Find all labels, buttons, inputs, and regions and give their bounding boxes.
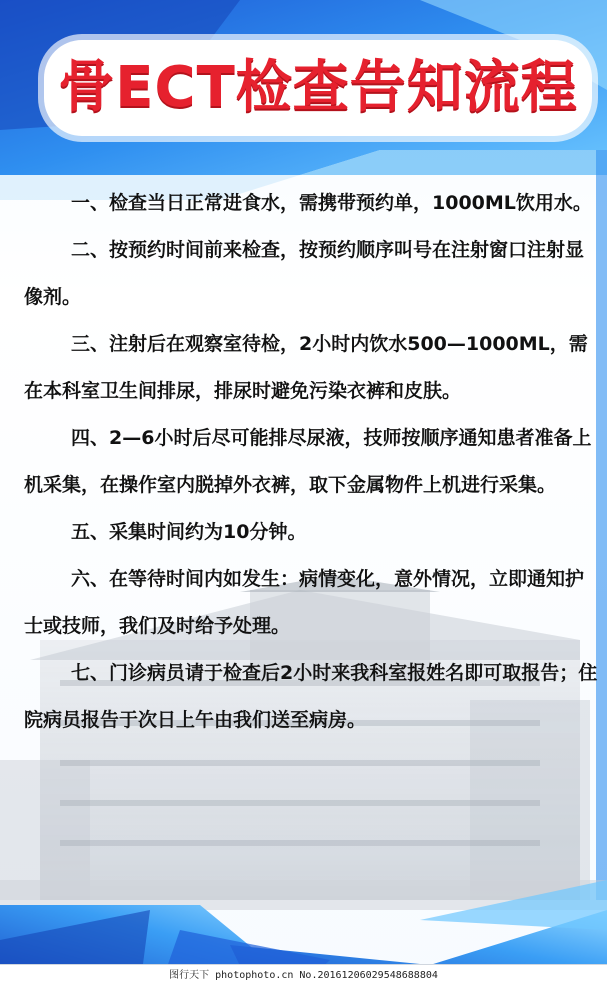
poster-title: 骨ECT检查告知流程 [58,55,578,120]
step-3-text: 三、注射后在观察室待检，2小时内饮水500—1000ML，需在本科室卫生间排尿，排尿时避免污染衣裤和皮肤。 [24,333,588,402]
step-5-text: 五、采集时间约为10分钟。 [71,521,307,543]
watermark-bar: 图行天下 photophoto.cn No.20161206029548688804 [0,964,607,987]
content-body [24,180,600,860]
step-1-text: 一、检查当日正常进食水，需携带预约单，1000ML饮用水。 [71,192,592,214]
step-6-text: 六、在等待时间内如发生：病情变化，意外情况，立即通知护士或技师，我们及时给予处理。 [24,568,585,637]
step-4-text: 四、2—6小时后尽可能排尽尿液，技师按顺序通知患者准备上机采集，在操作室内脱掉外衣裤，取下金属物件上机进行采集。 [24,427,592,496]
title-banner [44,40,592,136]
step-7-text: 七、门诊病员请于检查后2小时来我科室报姓名即可取报告；住院病员报告于次日上午由我们送至病房。 [24,662,598,731]
step-2-text: 二、按预约时间前来检查，按预约顺序叫号在注射窗口注射显像剂。 [24,239,585,308]
